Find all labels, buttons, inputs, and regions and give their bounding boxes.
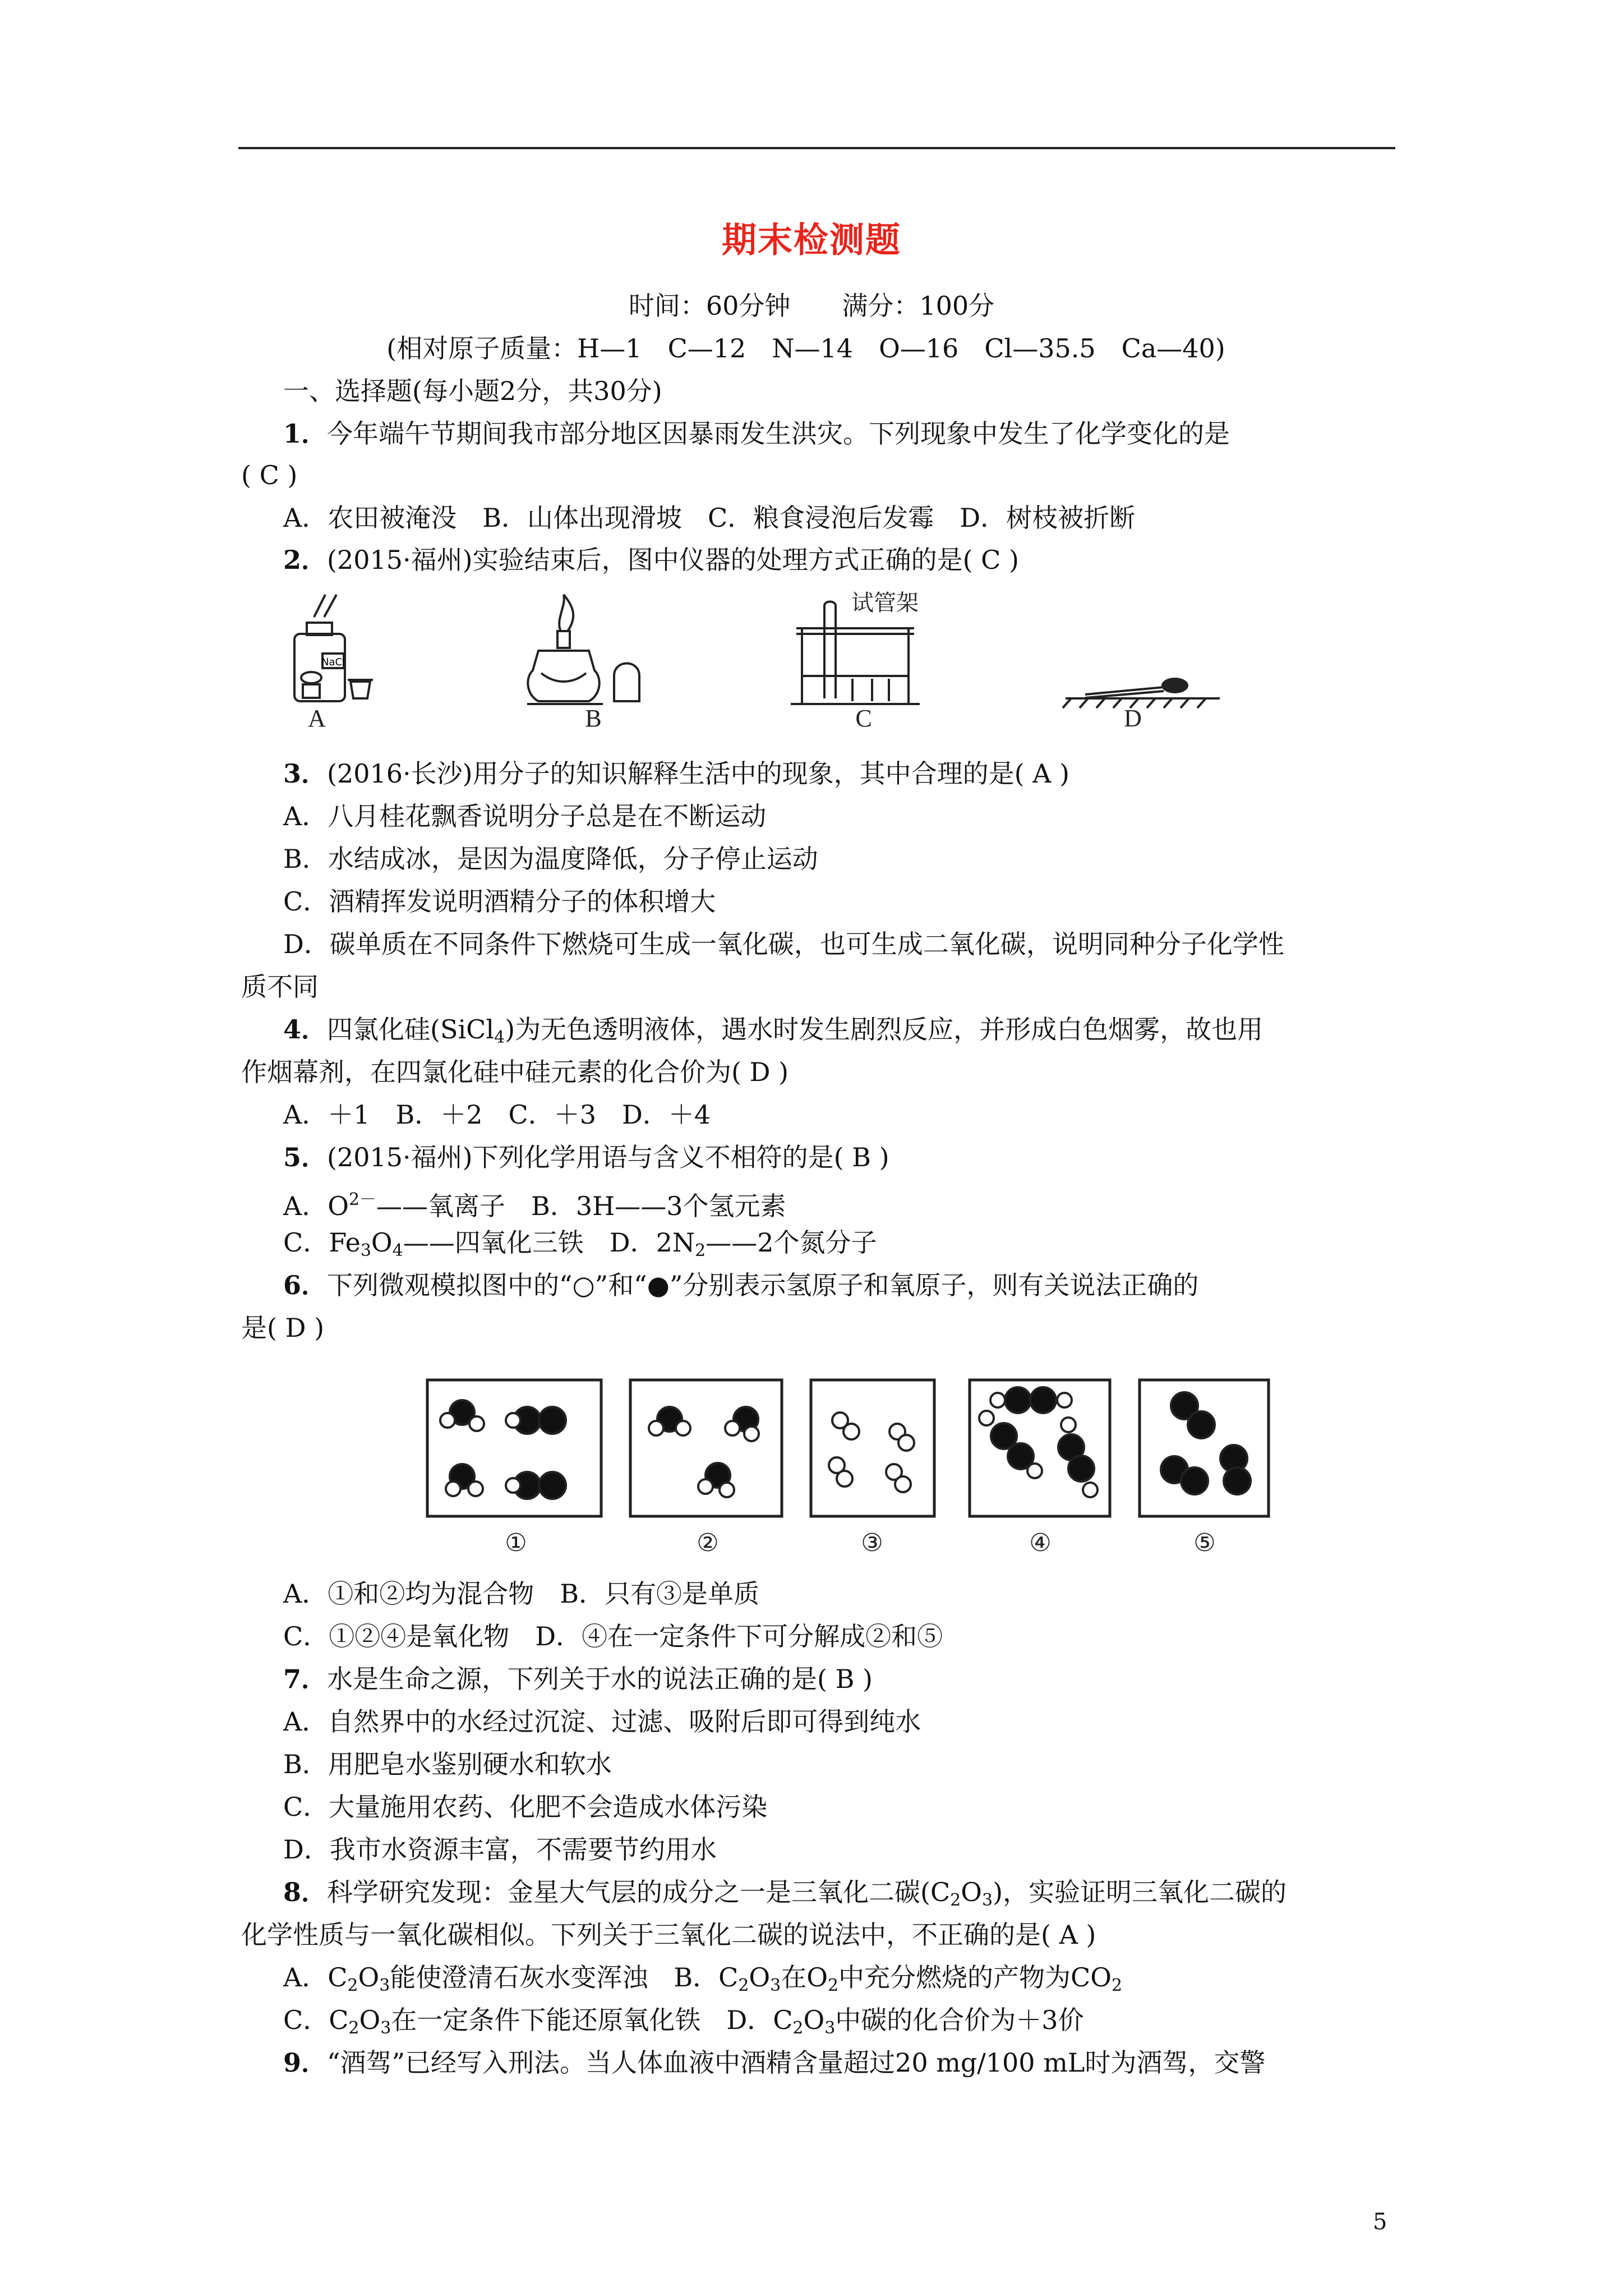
- subscript: 3: [379, 1976, 390, 1995]
- question-text: )，实验证明三氧化二碳的: [993, 1877, 1287, 1907]
- exam-time-line: 时间：60分钟 满分：100分: [628, 291, 995, 321]
- question-text: O: [961, 1877, 982, 1907]
- box-label-1: ①: [505, 1529, 527, 1557]
- question-number: 8．: [283, 1877, 328, 1907]
- subscript: 2: [950, 1890, 961, 1910]
- subscript: 3: [770, 1976, 781, 1995]
- option-a: A．自然界中的水经过沉淀、过滤、吸附后即可得到纯水: [283, 1706, 921, 1737]
- page-number: 5: [1373, 2209, 1387, 2235]
- question-text: “酒驾”已经写入刑法。当人体血液中酒精含量超过20 mg/100 mL时为酒驾，交警: [327, 2047, 1266, 2078]
- question-text: 四氯化硅(SiCl: [327, 1014, 495, 1045]
- page-title: 期末检测题: [721, 219, 901, 260]
- question-9: [283, 2044, 1265, 2081]
- option-b: B．水结成冰，是因为温度降低，分子停止运动: [283, 844, 818, 874]
- box-label-2: ②: [697, 1529, 719, 1557]
- option-text: 能使澄清石灰水变浑浊 B．C: [390, 1962, 739, 1993]
- option-text: ——氧离子 B．3H——3个氢元素: [376, 1191, 786, 1221]
- question-8: [283, 1874, 1287, 1919]
- option-text: A．O: [283, 1191, 349, 1221]
- option-text: ——四氧化三铁 D．2N: [403, 1227, 695, 1258]
- subscript: 4: [494, 1028, 505, 1047]
- option-text: 中充分燃烧的产物为CO: [838, 1962, 1112, 1993]
- figure-label-a: A: [308, 705, 326, 732]
- option-d: D．我市水资源丰富，不需要节约用水: [283, 1834, 717, 1865]
- box-label-4: ④: [1029, 1529, 1052, 1557]
- figure-label-b: B: [585, 705, 602, 732]
- question-text: 下列微观模拟图中的“○”和“●”分别表示氢原子和氧原子，则有关说法正确的: [327, 1270, 1199, 1300]
- subscript: 2: [695, 1241, 706, 1260]
- question-text: 水是生命之源，下列关于水的说法正确的是( B ): [327, 1664, 873, 1694]
- option-d: D．碳单质在不同条件下燃烧可生成一氧化碳，也可生成二氧化碳，说明同种分子化学性: [283, 929, 1284, 959]
- subscript: 3: [981, 1890, 993, 1910]
- question-8-options-ab: [283, 1959, 1122, 2004]
- question-text: 今年端午节期间我市部分地区因暴雨发生洪灾。下列现象中发生了化学变化的是: [327, 418, 1230, 449]
- box-label-3: ③: [861, 1529, 883, 1557]
- option-text: C．Fe: [283, 1227, 361, 1258]
- option-text: A．C: [283, 1962, 348, 1993]
- question-number: 6．: [283, 1270, 328, 1300]
- question-4-line-2: 作烟幕剂，在四氯化硅中硅元素的化合价为( D ): [241, 1057, 789, 1087]
- question-8-options-cd: [283, 2001, 1084, 2047]
- option-a: A．八月桂花飘香说明分子总是在不断运动: [283, 801, 767, 831]
- question-number: 1．: [283, 418, 328, 449]
- question-number: 3．: [283, 758, 328, 789]
- figure-label-d: D: [1124, 705, 1142, 732]
- figure-label-c: C: [855, 705, 872, 732]
- question-number: 2．: [283, 545, 328, 575]
- option-text: O: [371, 1227, 393, 1258]
- question-text: (2015·福州)下列化学用语与含义不相符的是( B ): [327, 1142, 889, 1172]
- question-1-options: A．农田被淹没 B．山体出现滑坡 C．粮食浸泡后发霉 D．树枝被折断: [283, 503, 1136, 533]
- option-text: 中碳的化合价为＋3价: [835, 2005, 1084, 2035]
- model-box-2: [630, 1380, 782, 1516]
- subscript: 2: [347, 1976, 358, 1995]
- subscript: 3: [824, 2018, 836, 2038]
- subscript: 2: [827, 1976, 839, 1995]
- superscript: 2－: [348, 1190, 377, 1209]
- option-text: O: [749, 1962, 771, 1993]
- model-box-3: [811, 1380, 934, 1516]
- question-4-options: A．＋1 B．＋2 C．＋3 D．＋4: [283, 1099, 711, 1130]
- section-heading: 一、选择题(每小题2分，共30分): [283, 376, 662, 406]
- question-number: 4．: [283, 1014, 328, 1045]
- box-label-5: ⑤: [1193, 1529, 1216, 1557]
- subscript: 4: [392, 1241, 403, 1260]
- bottle-label: NaCl: [321, 656, 345, 668]
- question-number: 9．: [283, 2047, 328, 2078]
- subscript: 2: [738, 1976, 749, 1995]
- option-c: C．酒精挥发说明酒精分子的体积增大: [283, 886, 716, 917]
- option-text: 在一定条件下能还原氧化铁 D．C: [391, 2005, 793, 2035]
- question-text-cont: )为无色透明液体，遇水时发生剧烈反应，并形成白色烟雾，故也用: [505, 1014, 1264, 1045]
- subscript: 2: [792, 2018, 804, 2038]
- option-d-continued: 质不同: [241, 972, 319, 1002]
- question-text: 科学研究发现：金星大气层的成分之一是三氧化二碳(C: [327, 1877, 951, 1907]
- option-text: C．C: [283, 2005, 349, 2035]
- question-6-line-2: 是( D ): [241, 1313, 325, 1343]
- question-text: (2015·福州)实验结束后，图中仪器的处理方式正确的是( C ): [327, 545, 1019, 575]
- question-7: [283, 1660, 873, 1697]
- subscript: 2: [1111, 1976, 1123, 1995]
- question-number: 7．: [283, 1664, 328, 1694]
- option-text: O: [803, 2005, 825, 2035]
- question-text: (2016·长沙)用分子的知识解释生活中的现象，其中合理的是( A ): [327, 758, 1069, 789]
- subscript: 3: [380, 2018, 391, 2038]
- question-6-options-ab: A．①和②均为混合物 B．只有③是单质: [283, 1579, 760, 1609]
- subscript: 2: [348, 2018, 359, 2038]
- model-box-5: [1140, 1380, 1269, 1516]
- question-1-answer: ( C ): [241, 460, 298, 490]
- option-b: B．用肥皂水鉴别硬水和软水: [283, 1749, 612, 1779]
- option-text: ——2个氮分子: [706, 1227, 877, 1258]
- subscript: 3: [360, 1241, 371, 1260]
- option-c: C．大量施用农药、化肥不会造成水体污染: [283, 1792, 768, 1822]
- question-number: 5．: [283, 1142, 328, 1172]
- atomic-mass-line: (相对原子质量：H—1 C—12 N—14 O—16 Cl—35.5 Ca—40): [386, 333, 1225, 364]
- option-text: O: [359, 2005, 381, 2035]
- question-6-options-cd: C．①②④是氧化物 D．④在一定条件下可分解成②和⑤: [283, 1621, 943, 1651]
- rack-caption: 试管架: [851, 590, 919, 616]
- option-text: O: [358, 1962, 380, 1993]
- option-text: 在O: [781, 1962, 828, 1993]
- question-8-line-2: 化学性质与一氧化碳相似。下列关于三氧化二碳的说法中，不正确的是( A ): [241, 1920, 1096, 1950]
